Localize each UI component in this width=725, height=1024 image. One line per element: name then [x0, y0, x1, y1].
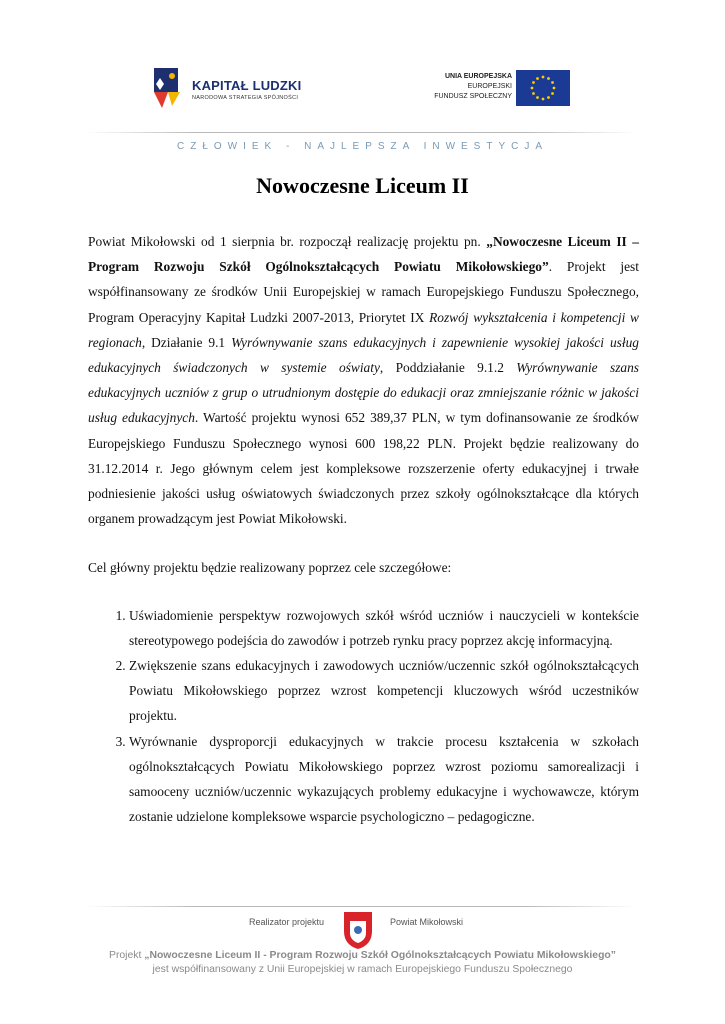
eu-star-icon — [551, 81, 554, 84]
action-name-italic: Wyrównywanie szans edukacyjnych i zapewnienie wysokiej jakości usług edukacyjnych świadczonych w systemie oświaty — [88, 334, 639, 376]
kapital-ludzki-emblem-icon — [150, 64, 186, 112]
eu-flag-icon — [516, 70, 570, 106]
powiat-label: Powiat Mikołowski — [390, 917, 464, 927]
realizator-label: Realizator projektu — [249, 917, 325, 927]
ue-efs-logo — [420, 70, 570, 108]
list-item: 3. Wyrównanie dysproporcji edukacyjnych w trakcie procesu kształcenia w szkołach ogólnokształcących Powiatu Mikołowskiego poprzez wzrost poziomu samorealizacji i samooceny uczniów/uczennic wykazujących problemy edukacyjne i wychowawcze, którym zostanie udzielone kompleksowe wsparcie psychologiczno – pedagogiczne. — [129, 729, 639, 830]
goals-list — [88, 603, 639, 830]
document-body — [88, 229, 639, 829]
intro-text-2: . Projekt jest współfinansowany ze środków Unii Europejskiej w ramach Europejskiego Funduszu Społecznego, Program Operacyjny Kapitał Ludzki 2007-2013, Priorytet IX — [88, 259, 639, 325]
page-title: Nowoczesne Liceum II — [256, 173, 469, 198]
project-name-bold: „Nowoczesne Liceum II – Program Rozwoju Szkół Ogólnokształcących Powiatu Mikołowskiego” — [88, 234, 639, 275]
page-header — [0, 0, 725, 160]
ue-line3: FUNDUSZ SPOŁECZNY — [434, 93, 512, 100]
kapital-ludzki-title: KAPITAŁ LUDZKI — [192, 78, 302, 93]
eu-star-icon — [551, 92, 554, 95]
footer-divider — [86, 906, 636, 907]
footer-realizator — [245, 909, 485, 953]
list-item: 2. Zwiększenie szans edukacyjnych i zawodowych uczniów/uczennic szkół ogólnokształcących Powiatu Mikołowskiego poprzez wzrost kompetencji kluczowych wśród uczestników projektu. — [129, 653, 639, 729]
eu-star-icon — [547, 77, 550, 80]
goals-intro: Cel główny projektu będzie realizowany poprzez cele szczegółowe: — [88, 560, 452, 576]
footer-funding-line: jest współfinansowany z Unii Europejskiej w ramach Europejskiego Funduszu Społecznego — [152, 964, 573, 975]
eu-star-icon — [531, 87, 534, 90]
eu-star-icon — [542, 98, 545, 101]
intro-text-4: , Poddziałanie 9.1.2 — [379, 360, 517, 376]
footer-project-line — [0, 950, 725, 961]
eu-star-icon — [532, 92, 535, 95]
kapital-ludzki-logo — [150, 64, 310, 112]
ue-text — [434, 72, 512, 102]
subaction-name-italic: Wyrównywanie szans edukacyjnych uczniów z grup o utrudnionym dostępie do edukacji oraz zmniejszanie różnic w jakości usług edukacyjnych — [88, 360, 640, 426]
eu-star-icon — [553, 87, 556, 90]
eu-star-icon — [542, 76, 545, 79]
paragraph-gap — [88, 531, 639, 555]
eu-star-icon — [547, 96, 550, 99]
powiat-crest-icon — [341, 909, 375, 951]
footer-project-prefix: Projekt — [109, 950, 145, 961]
kapital-ludzki-subtitle: NARODOWA STRATEGIA SPÓJNOŚCI — [192, 95, 299, 101]
footer-project-name: „Nowoczesne Liceum II - Program Rozwoju Szkół Ogólnokształcących Powiatu Mikołowskiego” — [144, 950, 616, 961]
intro-paragraph — [88, 229, 639, 531]
intro-text-3: , Działanie 9.1 — [141, 334, 232, 350]
ue-line1: UNIA EUROPEJSKA — [444, 73, 512, 80]
list-item: 1. Uświadomienie perspektyw rozwojowych szkół wśród uczniów i nauczycieli w kontekście stereotypowego podejścia do zawodów i potrzeb rynku pracy poprzez akcję informacyjną. — [129, 603, 639, 653]
header-divider — [86, 132, 636, 133]
intro-text-5: . Wartość projektu wynosi 652 389,37 PLN, w tym dofinansowanie ze środków Europejskiego Funduszu Społecznego wynosi 600 198,22 PLN. Projekt będzie realizowany do 31.12.2014 r. Jego głównym celem jest kompleksowe rozszerzenie oferty edukacyjnej i trwałe podniesienie jakości usług oświatowych świadczonych przez szkoły ogólnokształcące dla których organem prowadzącym jest Powiat Mikołowski. — [88, 410, 639, 527]
priority-name-italic: Rozwój wykształcenia i kompetencji w regionach — [88, 309, 639, 350]
intro-text-1: Powiat Mikołowski od 1 sierpnia br. rozpoczął realizację projektu pn. — [88, 234, 487, 249]
ue-line2: EUROPEJSKI — [467, 83, 512, 90]
eu-star-icon — [536, 96, 539, 99]
motto: CZŁOWIEK - NAJLEPSZA INWESTYCJA — [176, 141, 549, 152]
eu-star-icon — [532, 81, 535, 84]
eu-star-icon — [536, 77, 539, 80]
